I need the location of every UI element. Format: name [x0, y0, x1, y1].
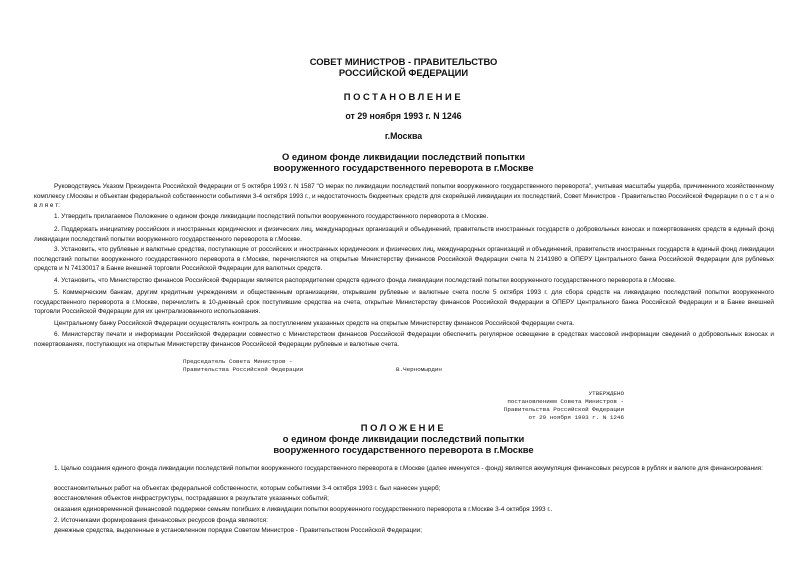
- document-title-line2: вооруженного государственного переворота в г.Москве: [273, 162, 534, 173]
- regulation-title-line2: вооруженного государственного переворота в г.Москве: [273, 444, 534, 455]
- clause-4: 4. Установить, что Министерство финансов Российской Федерации является распорядителем средств единого фонда ликвидации последствий попытки вооруженного государственного переворота в г.Москве.: [54, 277, 676, 284]
- regulation-clause-1: 1. Целью создания единого фонда ликвидации последствий попытки вооруженного государственного переворота в г.Москве (далее именуется - фонд) является аккумуляция финансовых ресурсов в рублях и валюте для финансирования:: [54, 465, 763, 472]
- signature-title-line1: Председатель Совета Министров -: [183, 358, 293, 365]
- date-number: от 29 ноября 1993 г. N 1246: [345, 111, 462, 121]
- org-name-line2: РОССИЙСКОЙ ФЕДЕРАЦИИ: [338, 67, 469, 78]
- signature-title-line2: Правительства Российской Федерации: [183, 366, 304, 373]
- clause-6: 6. Министерству печати и информации Российской Федерации совместно с Министерством финансов Российской Федерации обеспечить регулярное освещение в средствах массовой информации сведений о добровольных взносах и пожертвованиях, поступающих на открытые Министерству финансов Российской Федерации рублевые и валютные счета.: [34, 331, 774, 348]
- city: г.Москва: [384, 131, 423, 141]
- signatory-name: В.Черномырдин: [396, 366, 442, 373]
- regulation-item-infrastructure: восстановления объектов инфраструктуры, пострадавших в результате указанных событий;: [54, 495, 329, 502]
- approval-line4: от 29 ноября 1993 г. N 1246: [528, 414, 624, 421]
- regulation-item-government-funds: денежные средства, выделенные в установленном порядке Советом Министров - Правительством Российской Федерации;: [54, 527, 423, 534]
- preamble-paragraph: Руководствуясь Указом Президента Российской Федерации от 5 октября 1993 г. N 1587 "О мерах по ликвидации последствий попытки вооруженного государственного переворота", учитывая масштабы ущерба, причиненного хозяйственному комплексу г.Москвы и объектам федеральной собственности событиями 3-4 октября 1993 г., и недостаточность бюджетных средств для скорейшей ликвидации их последствий, Совет Министров - Правительство Российской Федерации п о с т а н о в л я е т:: [34, 183, 774, 210]
- regulation-type: ПОЛОЖЕНИЕ: [360, 422, 447, 433]
- clause-2: 2. Поддержать инициативу российских и иностранных юридических и физических лиц, международных организаций и объединений, правительств иностранных государств о добровольных взносах и пожертвованиях средств в единый фонд ликвидации последствий попытки вооруженного государственного переворота в г.Москве.: [34, 226, 774, 243]
- approval-label: УТВЕРЖДЕНО: [588, 390, 624, 397]
- clause-5-control: Центральному банку Российской Федерации осуществлять контроль за поступлением указанных средств на открытые Министерству финансов Российской Федерации счета.: [54, 320, 575, 327]
- clause-3: 3. Установить, что рублевые и валютные средства, поступающие от российских и иностранных юридических и физических лиц, международных организаций и объединений, правительств иностранных государств в единый фонд ликвидации последствий попытки вооруженного государственного переворота в г.Москве, перечисляются на открытые Министерству финансов Российской Федерации счета N 2141980 в ОПЕРУ Центрального банка Российской Федерации для рублевых средств и N 74130017 в Банке внешней торговли Российской Федерации для валютных средств.: [34, 246, 774, 273]
- regulation-clause-2: 2. Источниками формирования финансовых ресурсов фонда являются:: [54, 517, 268, 524]
- clause-5: 5. Коммерческим банкам, другим кредитным учреждениям и общественным организациям, открывшим рублевые и валютные счета после 5 октября 1993 г. для сбора средств на ликвидацию последствий попытки вооруженного государственного переворота в г.Москве, перечислить в 10-дневный срок поступившие средства на счета, открытые Министерству финансов Российской Федерации в ОПЕРУ Центрального банка Российской Федерации и в Банке внешней торговли Российской Федерации для их централизованного использования.: [34, 289, 774, 316]
- regulation-title-line1: о едином фонде ликвидации последствий попытки: [282, 433, 525, 444]
- clause-1: 1. Утвердить прилагаемое Положение о едином фонде ликвидации последствий попытки вооруженного государственного переворота в г.Москве.: [54, 213, 489, 220]
- regulation-item-restoration-works: восстановительных работ на объектах федеральной собственности, которым событиями 3-4 октября 1993 г. был нанесен ущерб;: [54, 485, 441, 492]
- approval-line2: постановлением Совета Министров -: [507, 398, 624, 405]
- document-type: ПОСТАНОВЛЕНИЕ: [343, 91, 464, 102]
- regulation-item-family-support: оказания единовременной финансовой поддержки семьям погибших в ликвидации попытки вооруженного государственного переворота в г.Москве 3-4 октября 1993 г..: [54, 506, 553, 513]
- approval-line3: Правительства Российской Федерации: [503, 406, 624, 413]
- document-title-line1: О едином фонде ликвидации последствий попытки: [281, 151, 526, 162]
- org-name-line1: СОВЕТ МИНИСТРОВ - ПРАВИТЕЛЬСТВО: [309, 56, 498, 67]
